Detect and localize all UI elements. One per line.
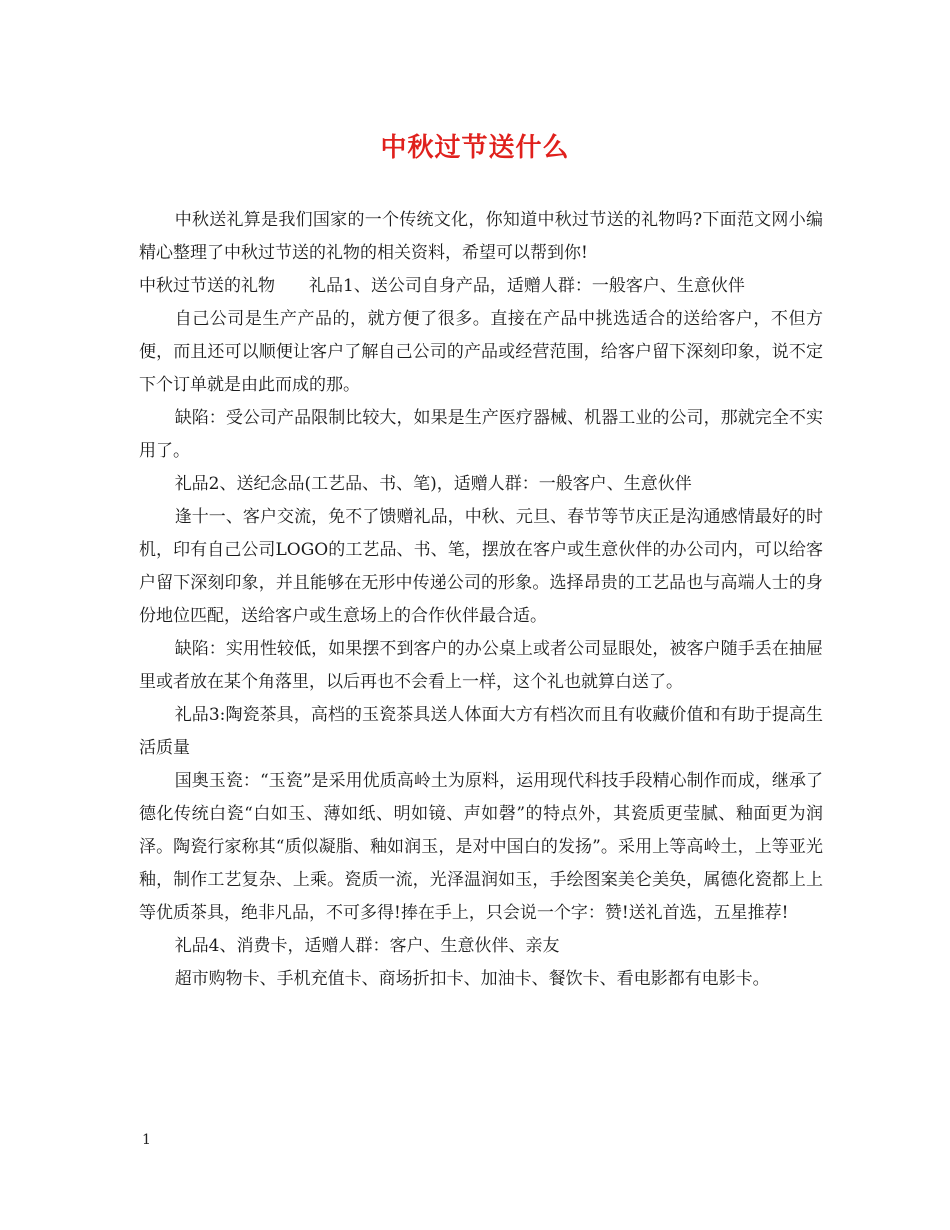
paragraph-intro: 中秋送礼算是我们国家的一个传统文化，你知道中秋过节送的礼物吗?下面范文网小编精心整理了中秋过节送的礼物的相关资料，希望可以帮到你! (139, 210, 823, 263)
paragraph-gift-4-body: 超市购物卡、手机充值卡、商场折扣卡、加油卡、餐饮卡、看电影都有电影卡。 (174, 969, 770, 989)
page-title: 中秋过节送什么 (380, 133, 570, 163)
document-body (139, 204, 823, 996)
paragraph-gift-1-body: 自己公司是生产产品的，就方便了很多。直接在产品中挑选适合的送给客户，不但方便，而且还可以顺便让客户了解自己公司的产品或经营范围，给客户留下深刻印象，说不定下个订单就是由此而成的那。 (139, 309, 823, 395)
page-number: 1 (142, 1132, 151, 1148)
paragraph-gift-1-heading: 中秋过节送的礼物 礼品1、送公司自身产品，适赠人群：一般客户、生意伙伴 (139, 276, 745, 296)
paragraph-gift-2-body: 逢十一、客户交流，免不了馈赠礼品，中秋、元旦、春节等节庆正是沟通感情最好的时机，印有自己公司LOGO的工艺品、书、笔，摆放在客户或生意伙伴的办公司内，可以给客户留下深刻印象，并且能够在无形中传递公司的形象。选择昂贵的工艺品也与高端人士的身份地位匹配，送给客户或生意场上的合作伙伴最合适。 (139, 507, 823, 626)
paragraph-gift-2-heading: 礼品2、送纪念品(工艺品、书、笔)，适赠人群：一般客户、生意伙伴 (174, 474, 692, 494)
paragraph-gift-1-drawback: 缺陷：受公司产品限制比较大，如果是生产医疗器械、机器工业的公司，那就完全不实用了。 (139, 408, 823, 461)
paragraph-gift-3-body: 国奥玉瓷：“玉瓷”是采用优质高岭土为原料，运用现代科技手段精心制作而成，继承了德化传统白瓷“白如玉、薄如纸、明如镜、声如磬”的特点外，其瓷质更莹腻、釉面更为润泽。陶瓷行家称其“质似凝脂、釉如润玉，是对中国白的发扬”。采用上等高岭土，上等亚光釉，制作工艺复杂、上乘。瓷质一流，光泽温润如玉，手绘图案美仑美奂，属德化瓷都上上等优质茶具，绝非凡品，不可多得!捧在手上，只会说一个字：赞!送礼首选，五星推荐! (139, 771, 823, 923)
paragraph-gift-3-heading: 礼品3:陶瓷茶具，高档的玉瓷茶具送人体面大方有档次而且有收藏价值和有助于提高生活质量 (139, 705, 823, 758)
paragraph-gift-2-drawback: 缺陷：实用性较低，如果摆不到客户的办公桌上或者公司显眼处，被客户随手丢在抽屉里或者放在某个角落里，以后再也不会看上一样，这个礼也就算白送了。 (139, 639, 823, 692)
paragraph-gift-4-heading: 礼品4、消费卡，适赠人群：客户、生意伙伴、亲友 (174, 936, 560, 956)
